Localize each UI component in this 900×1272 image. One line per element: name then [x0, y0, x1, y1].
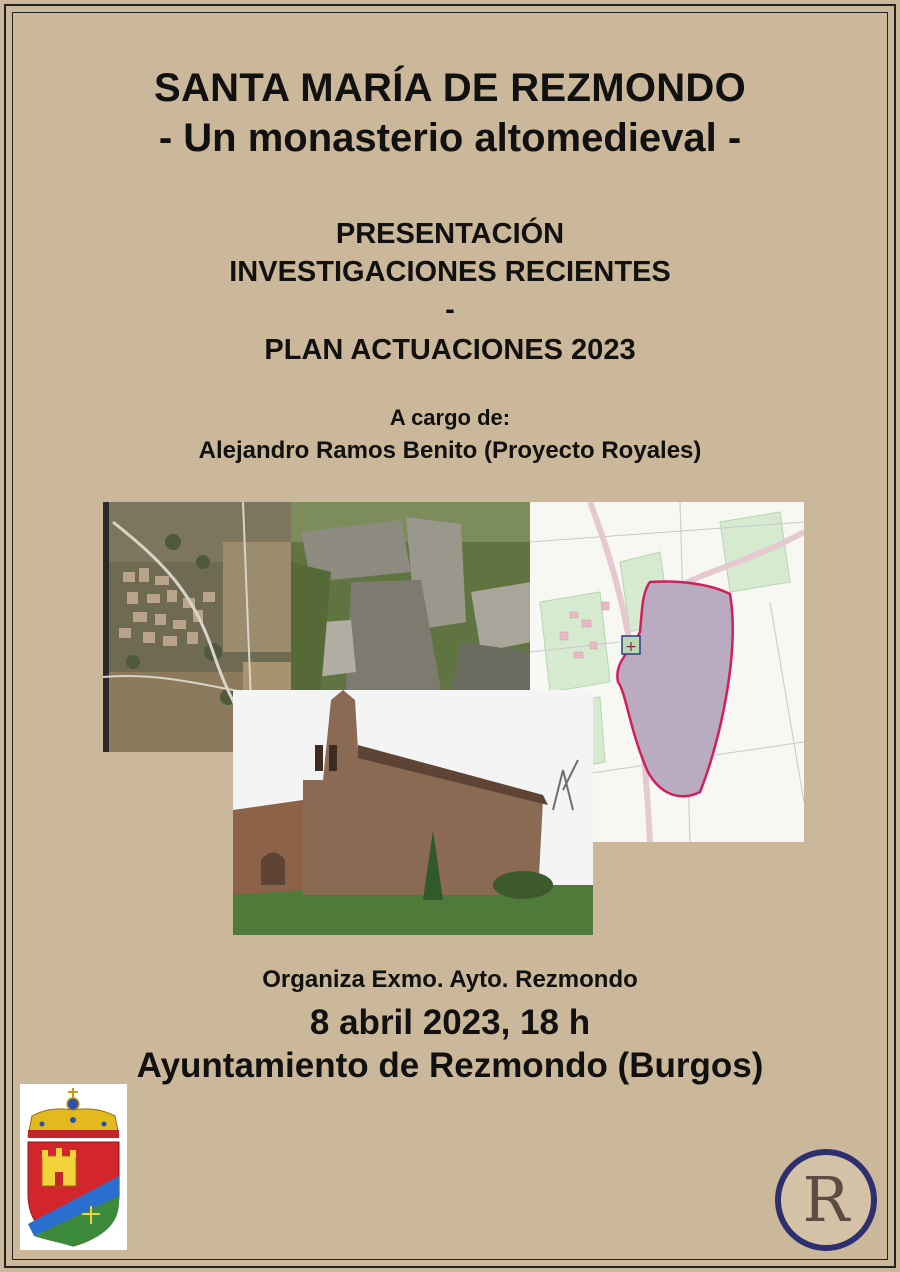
credit-label: A cargo de: — [389, 405, 511, 430]
section-line-separator: - — [445, 294, 455, 326]
event-venue: Ayuntamiento de Rezmondo (Burgos) — [136, 1046, 764, 1085]
event-date-time: 8 abril 2023, 18 h — [309, 1003, 591, 1042]
organizer-text: Organiza Exmo. Ayto. Rezmondo — [262, 966, 638, 993]
poster-title: SANTA MARÍA DE REZMONDO — [153, 66, 747, 110]
logo-letter: R — [802, 1163, 850, 1236]
proyecto-royales-logo-icon — [772, 1146, 880, 1254]
svg-text:+: + — [625, 639, 637, 655]
credit-name: Alejandro Ramos Benito (Proyecto Royales) — [198, 437, 702, 464]
poster-subtitle: - Un monasterio altomedieval - — [158, 116, 742, 160]
section-line-presentacion: PRESENTACIÓN — [335, 218, 565, 250]
section-line-plan: PLAN ACTUACIONES 2023 — [264, 334, 636, 366]
coat-of-arms-icon — [20, 1084, 127, 1250]
stone-ruins-photo — [291, 502, 531, 690]
section-line-investigaciones: INVESTIGACIONES RECIENTES — [229, 256, 671, 288]
church-photo — [233, 690, 593, 935]
